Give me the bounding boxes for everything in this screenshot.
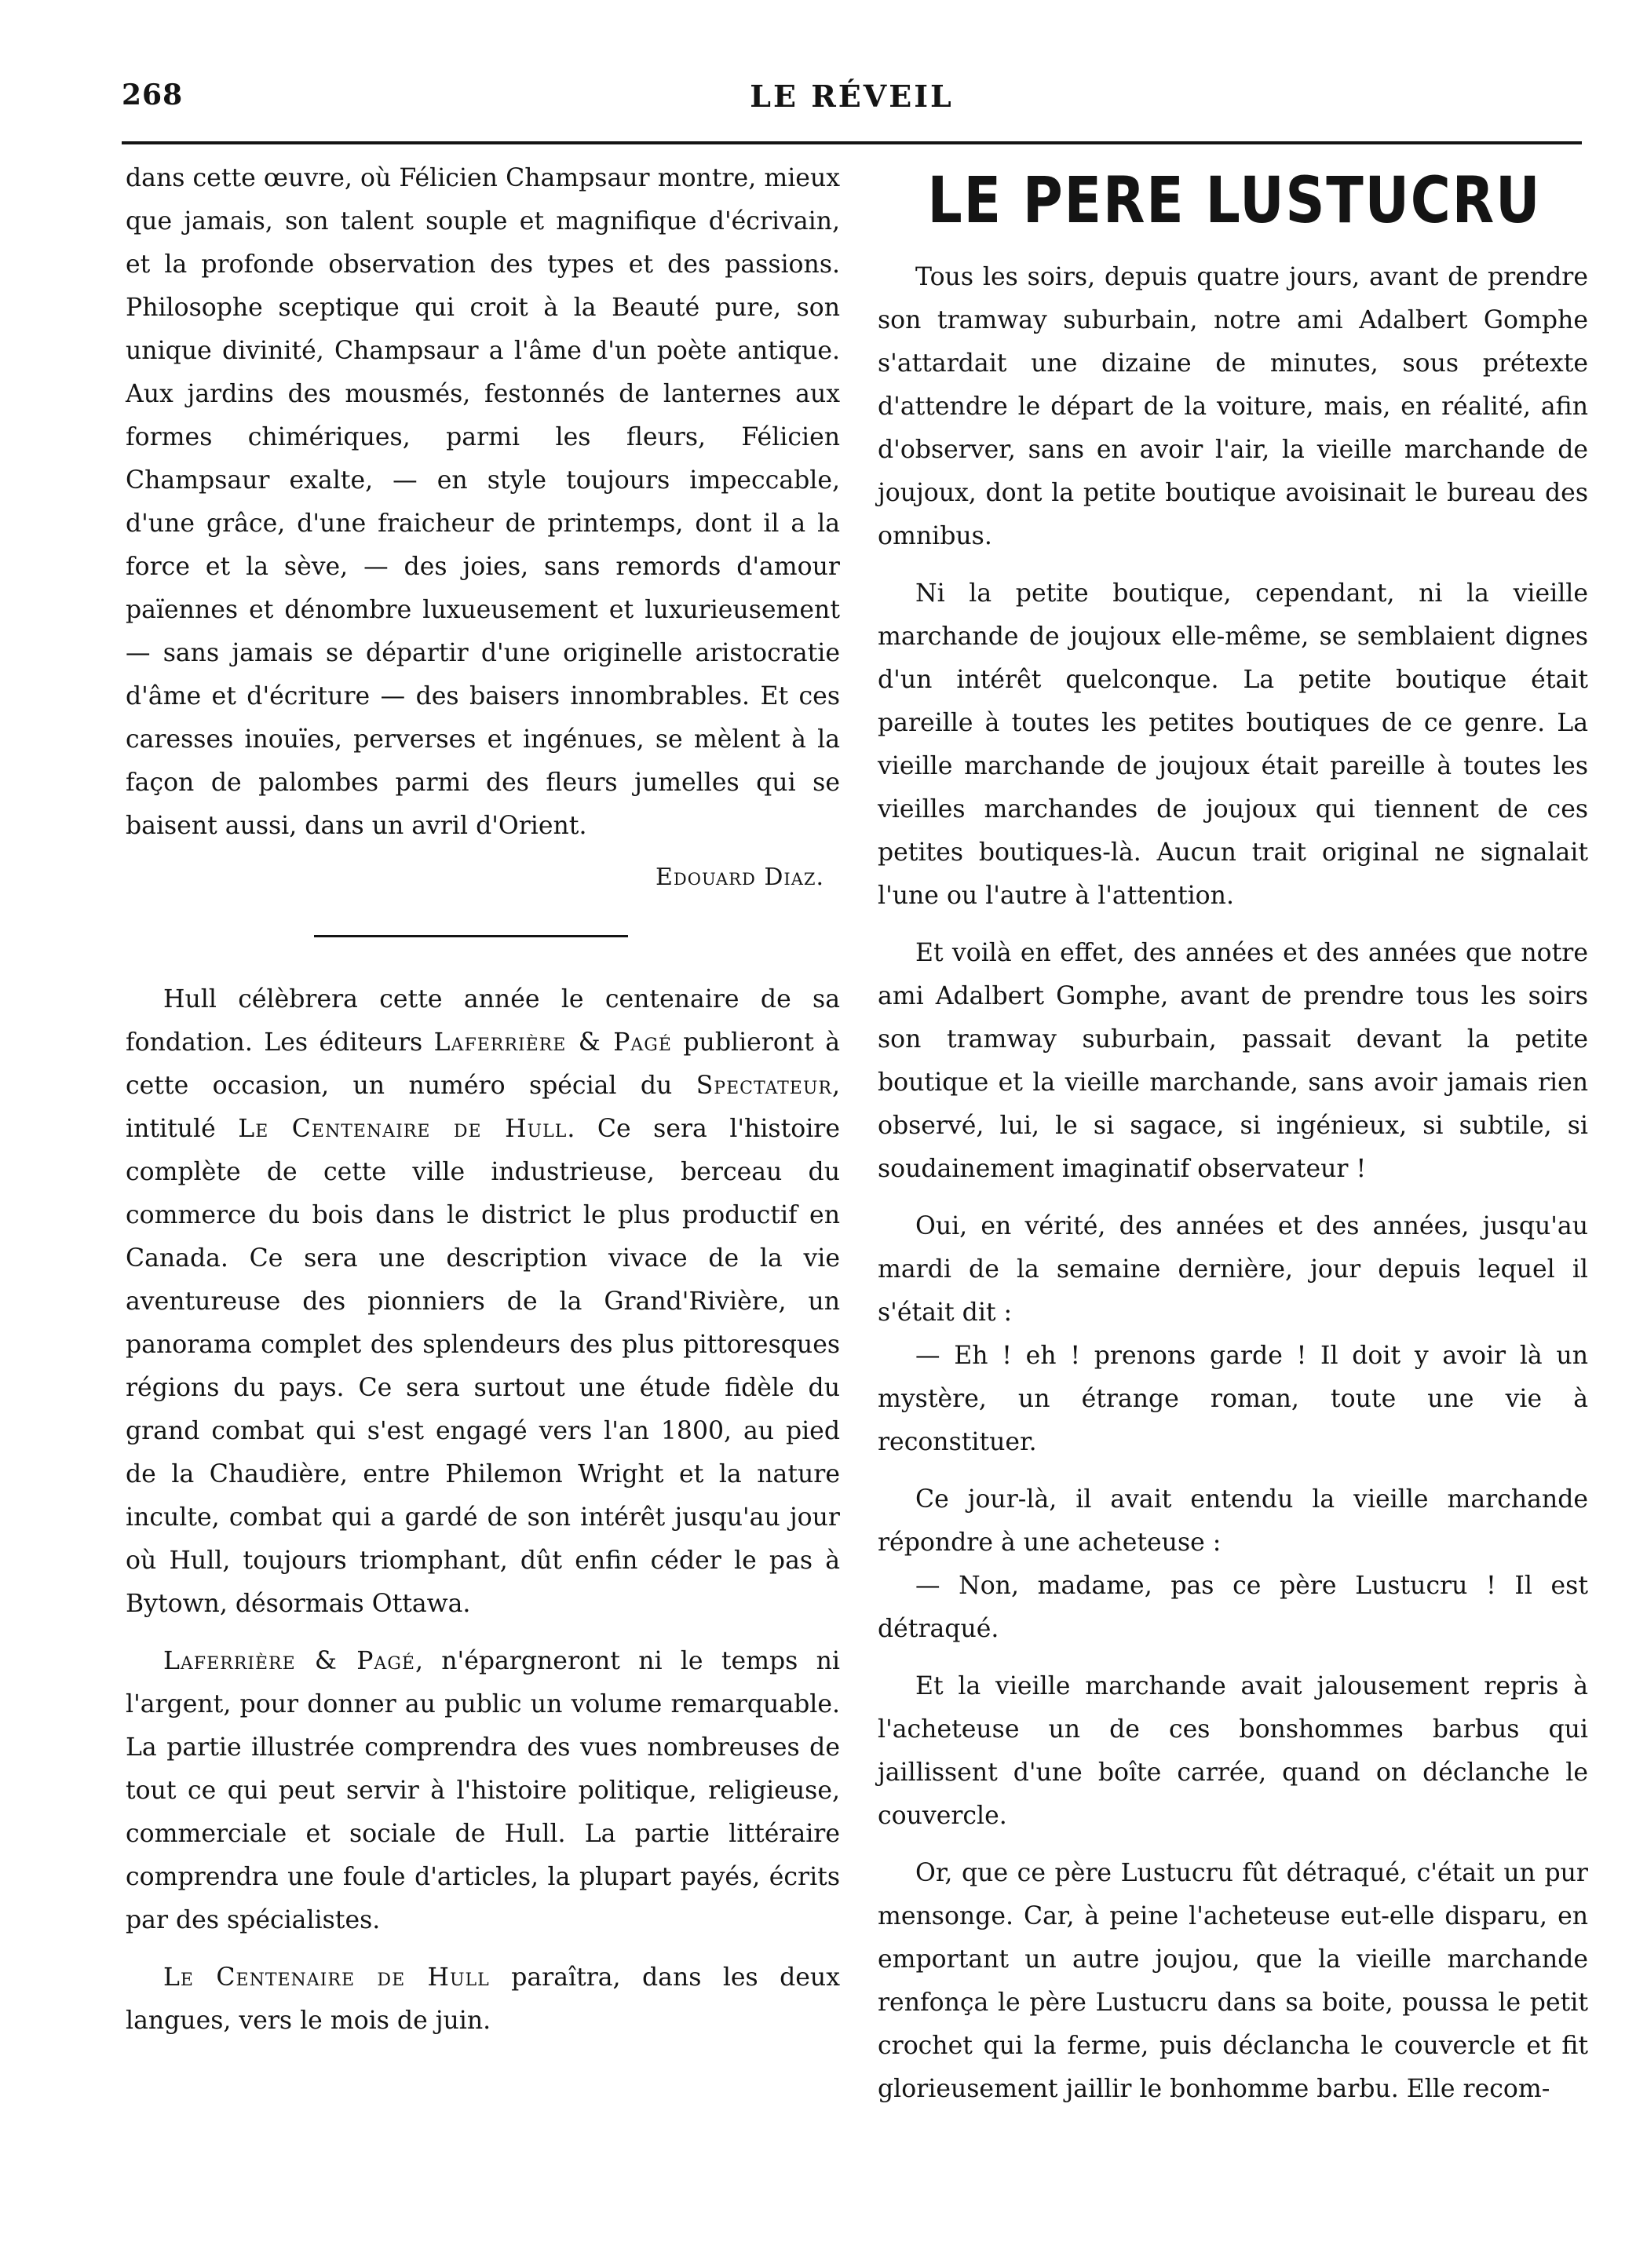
story-paragraph: Oui, en vérité, des années et des années, jusqu'au mardi de la semaine dernière, jour depuis lequel il s'était dit : bbox=[878, 1212, 1588, 1327]
running-title: LE RÉVEIL bbox=[750, 79, 954, 114]
notice-text: publieront à cette occasion, un numéro spécial du bbox=[126, 1028, 840, 1100]
notice-paragraph-3 bbox=[126, 1956, 840, 2043]
signature: Edouard Diaz. bbox=[656, 864, 824, 891]
notice-text: . Ce sera l'histoire complète de cette ville industrieuse, berceau du commerce du bois dans le district le plus productif en Canada. Ce sera une description vivace de la vie aventureuse des pionniers de la Grand'Rivière, un panorama complet des splendeurs des plus pittoresques régions du pays. Ce sera surtout une étude fidèle du grand combat qui s'est engagé vers l'an 1800, au pied de la Chaudière, entre Philemon Wright et la nature inculte, combat qui a gardé de son intérêt jusqu'au jour où Hull, toujours triomphant, dût enfin céder le pas à Bytown, désormais Ottawa. bbox=[126, 1115, 840, 1618]
page-number: 268 bbox=[122, 79, 184, 111]
notice-text: , intitulé bbox=[126, 1072, 840, 1143]
story-paragraph: Tous les soirs, depuis quatre jours, avant de prendre son tramway suburbain, notre ami Adalbert Gomphe s'attardait une dizaine de minutes, sous prétexte d'attendre le départ de la voiture, mais, en réalité, afin d'observer, sans en avoir l'air, la vieille marchande de joujoux, dont la petite boutique avoisinait le bureau des omnibus. bbox=[878, 263, 1588, 550]
notice-paragraph-1 bbox=[126, 978, 840, 1626]
left-column bbox=[126, 157, 840, 2043]
notice-text: paraîtra, dans les deux langues, vers le mois de juin. bbox=[126, 1963, 840, 2035]
article-end-paragraph: dans cette œuvre, où Félicien Champsaur montre, mieux que jamais, son talent souple et magnifique d'écrivain, et la profonde observation des types et des passions. Philosophe sceptique qui croit à la Beauté pure, son unique divinité, Champsaur a l'âme d'un poète antique. Aux jardins des mousmés, festonnés de lanternes aux formes chimériques, parmi les fleurs, Félicien Champsaur exalte, — en style toujours impeccable, d'une grâce, d'une fraicheur de printemps, dont il a la force et la sève, — des joies, sans remords d'amour païennes et dénombre luxueusement et luxurieusement — sans jamais se départir d'une originelle aristocratie d'âme et d'écriture — des baisers innombrables. Et ces caresses inouïes, perverses et ingénues, se mèlent à la façon de palombes parmi des fleurs jumelles qui se baisent aussi, dans un avril d'Orient. bbox=[126, 164, 840, 840]
notice-text: , n'épargneront ni le temps ni l'argent, pour donner au public un volume remarquable. La partie illustrée comprendra des vues nombreuses de tout ce qui peut servir à l'histoire politique, religieuse, commerciale et sociale de Hull. La partie littéraire comprendra une foule d'articles, la plupart payés, écrits par des spécialistes. bbox=[126, 1647, 840, 1934]
story-paragraph: Et la vieille marchande avait jalousement repris à l'acheteuse un de ces bonshommes barbus qui jaillissent d'une boîte carrée, quand on déclanche le couvercle. bbox=[878, 1672, 1588, 1830]
right-column bbox=[878, 157, 1588, 2111]
publisher-name: Laferrière & Pagé bbox=[163, 1647, 415, 1675]
magazine-name: Spectateur bbox=[696, 1072, 832, 1100]
story-paragraph: — Eh ! eh ! prenons garde ! Il doit y avoir là un mystère, un étrange roman, toute une vie à reconstituer. bbox=[878, 1342, 1588, 1456]
issue-title: Le Centenaire de Hull bbox=[238, 1115, 568, 1143]
notice-paragraph-2 bbox=[126, 1640, 840, 1942]
story-paragraph: Et voilà en effet, des années et des années que notre ami Adalbert Gomphe, avant de prendre tous les soirs son tramway suburbain, passait devant la petite boutique et la vieille marchande, sans avoir jamais rien observé, lui, le si sagace, si ingénieux, si subtile, si soudainement imaginatif observateur ! bbox=[878, 939, 1588, 1183]
notice-text: Hull célèbrera cette année le centenaire de sa fondation. Les éditeurs bbox=[126, 985, 840, 1057]
article-title: LE PERE LUSTUCRU bbox=[927, 164, 1542, 238]
header-rule bbox=[122, 141, 1582, 144]
section-divider bbox=[314, 935, 628, 937]
story-paragraph: — Non, madame, pas ce père Lustucru ! Il est détraqué. bbox=[878, 1572, 1588, 1643]
story-paragraph: Ce jour-là, il avait entendu la vieille marchande répondre à une acheteuse : bbox=[878, 1485, 1588, 1557]
story-paragraph: Ni la petite boutique, cependant, ni la vieille marchande de joujoux elle-même, se semblaient dignes d'un intérêt quelconque. La petite boutique était pareille à toutes les petites boutiques de ce genre. La vieille marchande de joujoux était pareille à toutes les vieilles marchandes de joujoux qui tiennent de ces petites boutiques-là. Aucun trait original ne signalait l'une ou l'autre à l'attention. bbox=[878, 579, 1588, 910]
publisher-name: Laferrière & Pagé bbox=[433, 1028, 672, 1057]
story-paragraph: Or, que ce père Lustucru fût détraqué, c'était un pur mensonge. Car, à peine l'acheteuse eut-elle disparu, en emportant un autre joujou, que la vieille marchande renfonça le père Lustucru dans sa boite, poussa le petit crochet qui la ferme, puis déclancha le couvercle et fit glorieusement jaillir le bonhomme barbu. Elle recom- bbox=[878, 1859, 1588, 2103]
issue-title: Le Centenaire de Hull bbox=[163, 1963, 490, 1992]
page-header bbox=[122, 79, 1582, 126]
